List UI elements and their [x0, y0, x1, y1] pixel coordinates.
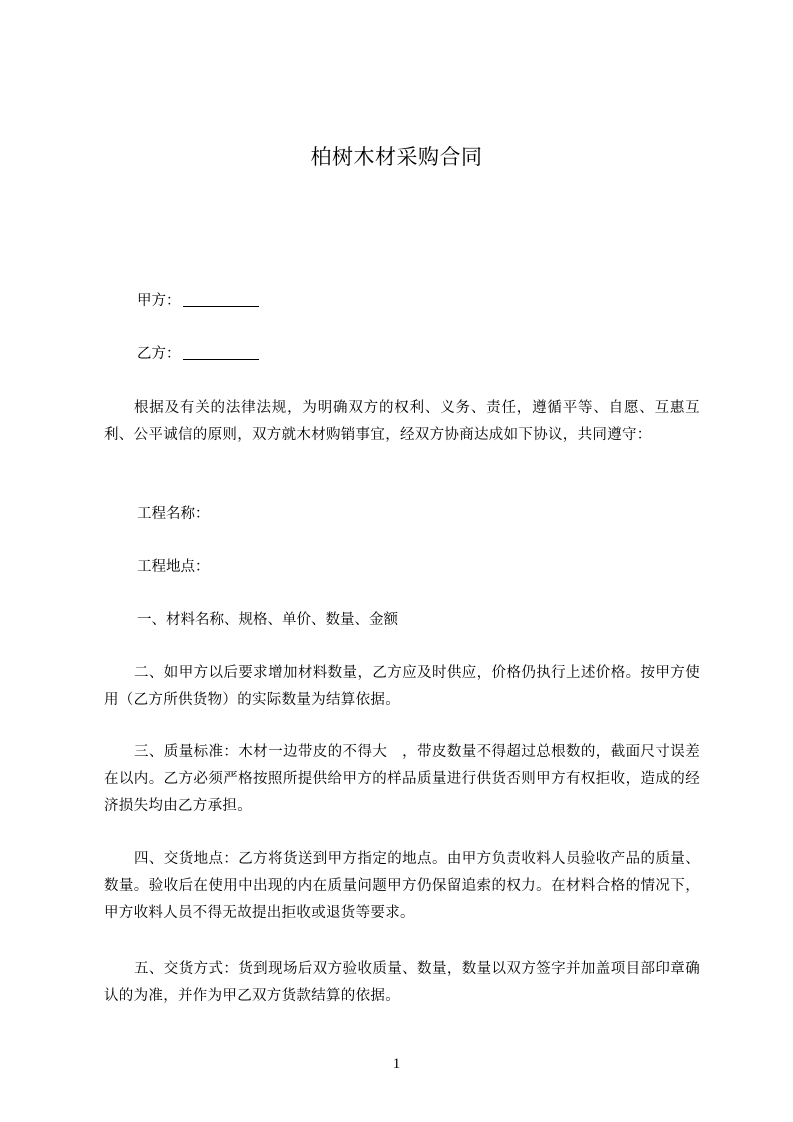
party-a-label: 甲方：	[137, 293, 181, 309]
section-2-paragraph: 二、如甲方以后要求增加材料数量，乙方应及时供应，价格仍执行上述价格。按甲方使用（乙方所供货物）的实际数量为结算依据。	[104, 665, 700, 708]
party-b-blank	[183, 345, 259, 360]
section-1-heading: 一、材料名称、规格、单价、数量、金额	[137, 612, 398, 628]
intro-paragraph: 根据及有关的法律法规，为明确双方的权利、义务、责任，遵循平等、自愿、互惠互利、公平诚信的原则，双方就木材购销事宜，经双方协商达成如下协议，共同遵守：	[104, 400, 700, 443]
section-5-paragraph: 五、交货方式：货到现场后双方验收质量、数量，数量以双方签字并加盖项目部印章确认的为准，并作为甲乙双方货款结算的依据。	[104, 961, 700, 1004]
party-a-line	[137, 291, 259, 311]
project-location-label: 工程地点：	[137, 559, 210, 575]
party-b-line	[137, 344, 259, 364]
page-number: 1	[392, 1056, 401, 1072]
project-name-label: 工程名称：	[137, 506, 210, 522]
section-3-paragraph: 三、质量标准：木材一边带皮的不得大 ，带皮数量不得超过总根数的，截面尺寸误差在以内。乙方必须严格按照所提供给甲方的样品质量进行供货否则甲方有权拒收，造成的经济损失均由乙方承担。	[104, 744, 700, 814]
party-a-blank	[183, 292, 259, 307]
party-b-label: 乙方：	[137, 346, 181, 362]
section-4-paragraph: 四、交货地点：乙方将货送到甲方指定的地点。由甲方负责收料人员验收产品的质量、数量。验收后在使用中出现的内在质量问题甲方仍保留追索的权力。在材料合格的情况下，甲方收料人员不得无故提出拒收或退货等要求。	[104, 851, 700, 921]
page-title: 柏树木材采购合同	[310, 145, 483, 169]
